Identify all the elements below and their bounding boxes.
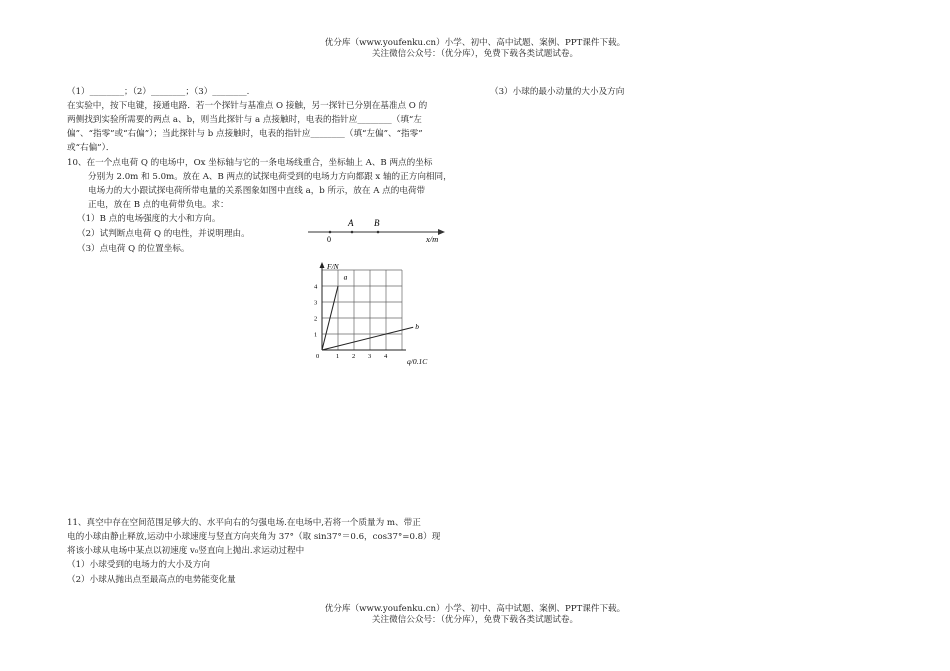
- page-header-line-1: 优分库（www.youfenku.cn）小学、初中、高中试题、案例、PPT课件下载。: [324, 38, 626, 48]
- experiment-text-line-3: 偏”、“指零”或“右偏”）；当此探针与 b 点接触时，电表的指针应________（填“左偏”、“指零”: [67, 129, 423, 139]
- question-11-line-2: 电的小球由静止释放,运动中小球速度与竖直方向夹角为 37°（取 sin37°＝0.6，cos37°=0.8）现: [67, 532, 441, 542]
- question-10-sub-3: （3）点电荷 Q 的位置坐标。: [77, 244, 190, 254]
- force-charge-chart: [300, 252, 450, 372]
- series-label-a: a: [343, 272, 348, 282]
- y-axis-arrow: [320, 262, 325, 268]
- y-tick-label: 3: [314, 299, 318, 307]
- x-axis-unit-label: x/m: [426, 234, 439, 244]
- point-a-label: A: [348, 218, 354, 228]
- origin-label: 0: [316, 353, 320, 360]
- page-footer-line-2: 关注微信公众号：（优分库），免费下载各类试题试卷。: [371, 615, 579, 625]
- question-11-line-1: 11、真空中存在空间范围足够大的、水平向右的匀强电场.在电场中,若将一个质量为 m、带正: [67, 518, 421, 528]
- y-axis-label: F/N: [327, 262, 339, 271]
- question-11-sub-2: （2）小球从抛出点至最高点的电势能变化量: [67, 575, 236, 585]
- x-tick-label: 2: [352, 353, 356, 360]
- question-11-line-3: 将该小球从电场中某点以初速度 v₀竖直向上抛出.求运动过程中: [67, 546, 305, 556]
- answer-blanks-line: （1）________；（2）________；（3）________.: [67, 87, 250, 97]
- question-10-sub-2: （2）试判断点电荷 Q 的电性，并说明理由。: [77, 229, 250, 239]
- origin-point: [329, 231, 332, 234]
- experiment-text-line-2: 两侧找到实验所需要的两点 a、b，则当此探针与 a 点接触时，电表的指针应________（填“左: [67, 115, 422, 125]
- x-tick-label: 4: [384, 353, 388, 360]
- x-axis-figure: [300, 214, 460, 244]
- x-axis-label: q/0.1C: [407, 357, 428, 366]
- question-10-sub-1: （1）B 点的电场强度的大小和方向。: [77, 214, 221, 224]
- y-tick-label: 4: [314, 283, 318, 291]
- series-label-b: b: [415, 322, 419, 332]
- question-10-line-4: 正电，放在 B 点的电荷带负电。求：: [88, 200, 229, 210]
- origin-label: 0: [327, 235, 331, 244]
- series-line-b-extension: [386, 327, 413, 334]
- y-tick-label: 2: [314, 315, 318, 323]
- point-b-dot: [377, 231, 380, 234]
- question-10-line-2: 分别为 2.0m 和 5.0m。放在 A、B 两点的试探电荷受到的电场力方向都跟 x 轴的正方向相同，: [88, 172, 452, 182]
- question-11-sub-1: （1）小球受到的电场力的大小及方向: [67, 560, 210, 570]
- x-tick-label: 1: [336, 353, 340, 360]
- experiment-text-line-4: 或“右偏”）．: [67, 143, 115, 153]
- page-footer-line-1: 优分库（www.youfenku.cn）小学、初中、高中试题、案例、PPT课件下载。: [324, 604, 626, 614]
- y-tick-label: 1: [314, 331, 318, 339]
- point-a-dot: [351, 231, 354, 234]
- experiment-text-line-1: 在实验中，按下电键，接通电路．若一个探针与基准点 O 接触，另一探针已分别在基准点 O 的: [67, 101, 428, 111]
- page-header-line-2: 关注微信公众号：（优分库），免费下载各类试题试卷。: [371, 49, 579, 59]
- question-10-line-1: 10、在一个点电荷 Q 的电场中，Ox 坐标轴与它的一条电场线重合，坐标轴上 A、B 两点的坐标: [67, 158, 433, 168]
- question-11-sub-3: （3）小球的最小动量的大小及方向: [490, 87, 625, 97]
- x-axis-arrow: [438, 229, 445, 235]
- question-10-line-3: 电场力的大小跟试探电荷所带电量的关系图象如图中直线 a，b 所示，放在 A 点的电荷带: [88, 186, 426, 196]
- x-tick-label: 3: [368, 353, 372, 360]
- point-b-label: B: [374, 218, 380, 228]
